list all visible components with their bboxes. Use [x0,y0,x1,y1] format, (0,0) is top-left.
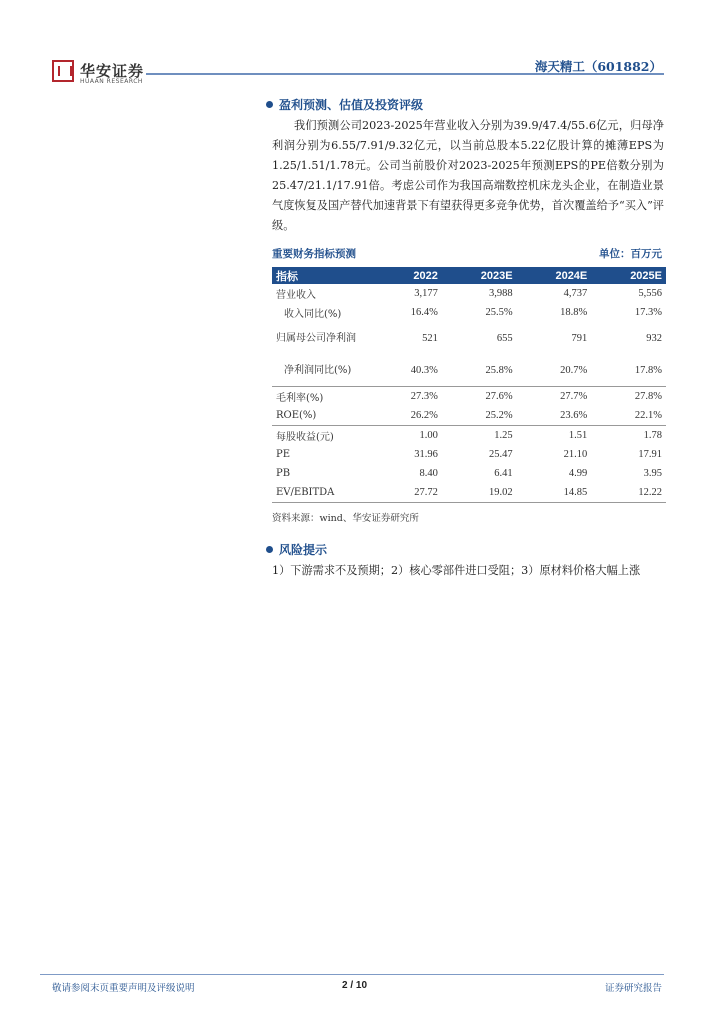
table-row [272,406,666,426]
header-cell: 2024E [517,267,592,284]
cell: 27.3% [376,387,442,407]
table-row [272,483,666,503]
row-label: PE [276,449,291,460]
table-row [272,322,666,354]
cell: 17.3% [634,307,662,318]
header-cell: 2025E [591,267,666,284]
cell: 1.51 [517,426,592,446]
cell: 19.02 [442,483,517,503]
cell: 17.91 [638,449,662,460]
row-label: 每股收益(元) [272,426,376,446]
cell: 25.2% [485,410,513,421]
header-cell: 2022 [376,267,442,284]
cell: 6.41 [494,468,513,479]
cell: 5,556 [638,288,662,299]
cell: 25.5% [485,307,513,318]
cell: 26.2% [410,410,438,421]
cell: 12.22 [591,483,666,503]
footer-report-type: 证券研究报告 [604,983,662,994]
cell: 25.8% [485,364,513,376]
cell: 8.40 [419,468,438,479]
footer-divider [40,974,664,975]
row-label: 净利润同比(%) [284,364,352,376]
header-cell: 指标 [272,267,376,284]
cell: 22.1% [634,410,662,421]
row-label: 收入同比(%) [284,309,342,320]
row-label: 毛利率(%) [272,387,376,407]
table-row [272,354,666,387]
cell: 40.3% [410,364,438,376]
cell: 27.6% [442,387,517,407]
section-heading-text: 风险提示 [279,543,328,557]
cell: 20.7% [560,364,588,376]
cell: 655 [496,332,513,344]
cell: 3.95 [643,468,662,479]
table-title: 重要财务指标预测 [272,248,356,260]
financial-table [272,267,666,503]
cell: 791 [571,332,588,344]
logo-text: 华安证券 [80,62,145,80]
profit-paragraph: 我们预测公司2023-2025年营业收入分别为39.9/47.4/55.6亿元，归母净利润分别为6.55/7.91/9.32亿元，以当前总股本5.22亿股计算的摊薄EPS为1.25/1.51/1.78元。公司当前股价对2023-2025年预测EPS的PE倍数分别为25.47/21.1/17.91倍。考虑公司作为我国高端数控机床龙头企业，在制造业景气度恢复及国产替代加速背景下有望获得更多竞争优势，首次覆盖给予“买入”评级。 [272,119,664,232]
logo-icon [52,60,74,82]
section-heading-profit [266,96,423,113]
cell: 1.78 [591,426,666,446]
cell: 4.99 [568,468,588,479]
cell: 27.8% [591,387,666,407]
cell: 521 [422,332,438,344]
header-cell: 2023E [442,267,517,284]
footer-disclaimer: 敬请参阅末页重要声明及评级说明 [52,983,195,994]
cell: 25.47 [488,449,513,460]
cell: 31.96 [414,449,438,460]
table-row [272,445,666,464]
row-label: 营业收入 [276,290,316,301]
cell: 27.72 [376,483,442,503]
row-label: EV/EBITDA [272,483,376,503]
table-row [272,284,666,303]
header-divider [146,73,664,75]
cell: 16.4% [410,307,438,318]
table-row [272,464,666,483]
table-row [272,387,666,407]
risk-text: 1）下游需求不及预期；2）核心零部件进口受阻；3）原材料价格大幅上涨 [272,564,641,577]
cell: 23.6% [560,410,588,421]
page-number: 2 / 10 [342,980,368,991]
logo-subtext: HUAAN RESEARCH [80,78,143,85]
cell: 4,737 [563,288,588,299]
report-title: 海天精工（601882） [534,59,662,74]
cell: 1.25 [442,426,517,446]
row-label: ROE(%) [276,410,317,421]
table-row [272,303,666,322]
table-source: 资料来源：wind、华安证券研究所 [272,513,419,524]
cell: 3,988 [488,288,513,299]
row-label: 归属母公司净利润 [276,332,356,344]
cell: 932 [646,332,662,344]
bullet-icon [266,546,273,553]
table-row [272,426,666,446]
cell: 1.00 [376,426,442,446]
cell: 17.8% [634,364,662,376]
cell: 14.85 [517,483,592,503]
row-label: PB [276,468,291,479]
table-header-row [272,267,666,284]
section-heading-risk [266,541,327,558]
cell: 27.7% [517,387,592,407]
cell: 21.10 [563,449,588,460]
cell: 3,177 [414,288,438,299]
cell: 18.8% [560,307,588,318]
section-heading-text: 盈利预测、估值及投资评级 [279,98,424,112]
bullet-icon [266,101,273,108]
table-unit: 单位：百万元 [599,248,662,260]
